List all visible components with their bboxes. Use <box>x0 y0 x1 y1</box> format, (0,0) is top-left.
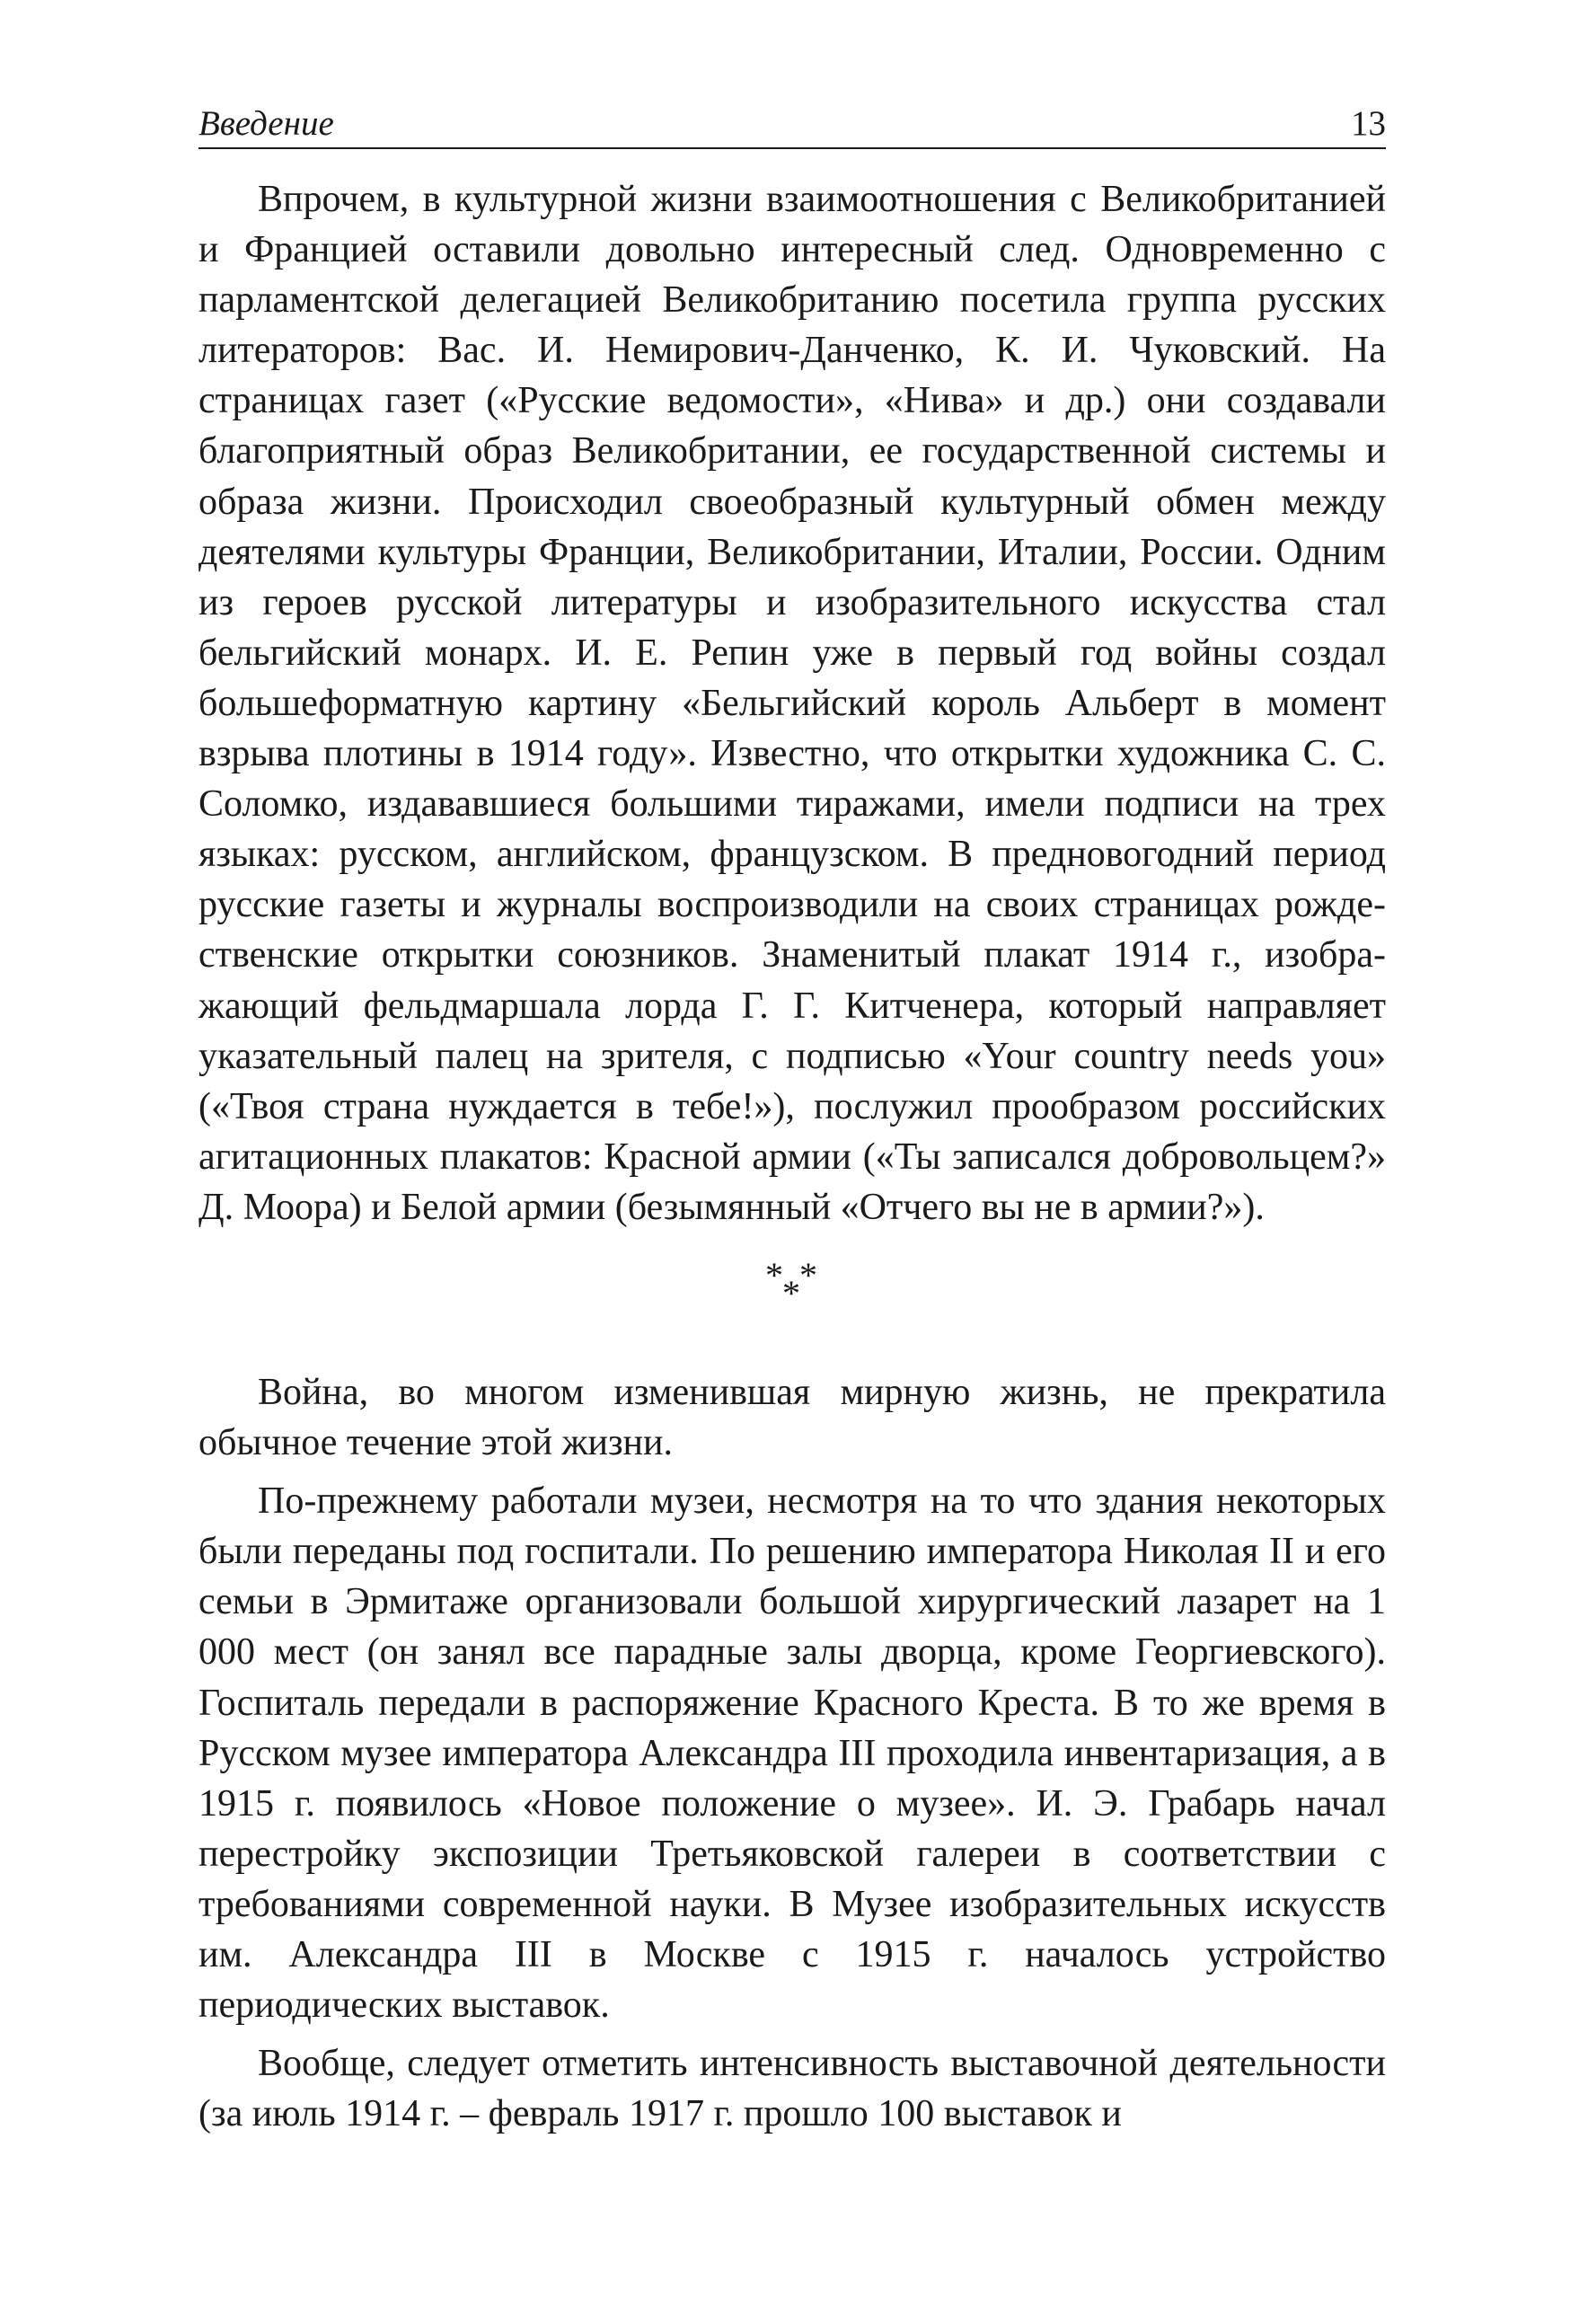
paragraph: Вообще, следует отметить интенсивность выставочной деятельности (за июль 1914 г. – февраль 1917 г. прошло 100 выставок и <box>198 2043 1386 2135</box>
body-text <box>198 174 1386 2139</box>
asterisk-icon: * <box>782 1272 800 1313</box>
asterisk-icon: * <box>765 1254 783 1295</box>
chapter-title: Введение <box>198 104 334 143</box>
paragraph: Война, во многом изменившая мирную жизнь, не прекратила обычное течение этой жизни. <box>198 1371 1386 1464</box>
page-number: 13 <box>1351 104 1386 143</box>
running-header <box>198 99 1386 149</box>
section-break-asterism <box>198 1233 1386 1367</box>
asterisk-icon: * <box>799 1254 817 1295</box>
paragraph: По-прежнему работали музеи, несмотря на то что здания некоторых были переданы под госпитали. По решению императора Николая II и его семьи в Эрмитаже организовали большой хирургический лазарет на 1 000 мест (он занял все парадные залы дворца, кроме Георгиевского). Госпиталь передали в распоряжение Красного Креста. В то же время в Русском музее императора Александра III проходила инвентаризация, а в 1915 г. появилось «Новое положение о музее». И. Э. Грабарь начал перестройку экспозиции Третьяковской галереи в соответствии с требованиями современной науки. В Музее изобразительных искусств им. Александра III в Москве с 1915 г. началось устройство периодических выставок. <box>198 1480 1386 2027</box>
paragraph: Впрочем, в культурной жизни взаимоотношения с Великобританией и Францией оставили довольно интересный след. Одновременно с парламентской делегацией Великобританию посетила группа русских литераторов: Вас. И. Немирович-Данченко, К. И. Чуковский. На страницах газет («Русские ведомости», «Нива» и др.) они создавали благоприятный образ Великобритании, ее государственной системы и образа жизни. Происходил своеобразный культурный обмен между деятелями культуры Франции, Великобритании, Италии, России. Одним из героев русской литературы и изобразительного искусства стал бельгийский монарх. И. Е. Репин уже в первый год войны создал большеформатную картину «Бельгийский король Альберт в момент взрыва плотины в 1914 году». Известно, что открытки художника С. С. Соломко, издававшиеся большими тиражами, имели подписи на трех языках: русском, английском, французском. В предновогодний период русские газеты и журналы воспроизводили на своих страницах рождественские открытки союзников. Знаменитый плакат 1914 г., изображающий фельдмаршала лорда Г. Г. Китченера, который направляет указательный палец на зрителя, с подписью «Your country needs you» («Твоя страна нуждается в тебе!»), послужил прообразом российских агитационных плакатов: Красной армии («Ты записался добровольцем?» Д. Моора) и Белой армии (безымянный «Отчего вы не в армии?»). <box>198 179 1386 1228</box>
book-page <box>198 99 1386 2139</box>
